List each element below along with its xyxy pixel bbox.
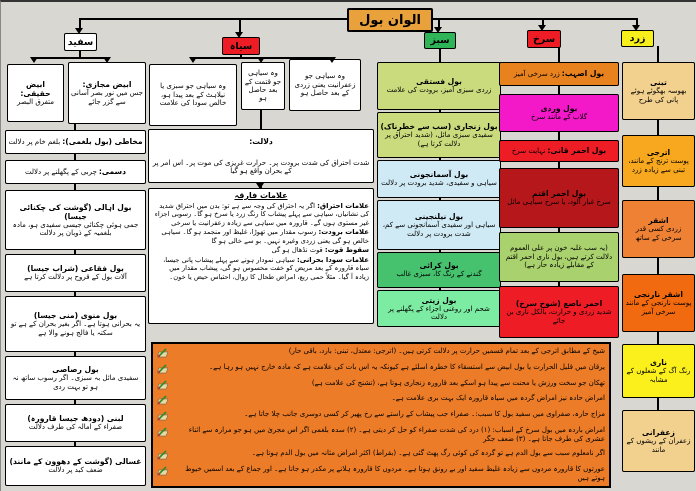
box-title: ابیض حقیقی: <box>20 79 51 98</box>
box-body: (یہ سب غلبہ خون پر علی العموم دلالت کرتے ہیں، بول ناری احمر اقتم کے مقابلے زیادہ حار ہے) <box>505 244 613 270</box>
arrow-down-icon <box>103 57 111 63</box>
quill-writing-icon <box>157 380 169 390</box>
box-utruji <box>622 135 695 187</box>
box-body: چربی کے پگھلنے پر دلالت <box>25 167 97 176</box>
box-title: لبنی (دودھ جیسا قارورہ) <box>27 414 124 424</box>
quill-writing-icon <box>157 364 169 374</box>
box-body: گندنے کے رنگ کا، سبزی غالب <box>396 270 482 279</box>
alamat-line <box>153 246 369 255</box>
note-row <box>157 449 605 460</box>
box-body: سیاہی و سفیدی، شدید برودت پر دلالت <box>381 179 497 188</box>
box-baul-kurrasi <box>377 252 501 288</box>
line-label: علامات سودا بحرانی: <box>296 255 369 264</box>
box-title: بول احمر قانی: <box>547 146 607 156</box>
box-dalalat <box>148 129 374 183</box>
box-baul-rasasi <box>5 356 146 400</box>
box-body: سفیدی سبزی مائل، (شدید احتراق پر دلالت کرتا ہے) <box>385 131 493 148</box>
line-text: قوت نڈھال ہو گی <box>271 245 323 254</box>
box-baul-nilanjini <box>377 200 501 250</box>
box-siyahi-sabzi <box>149 64 237 126</box>
box-title: بول آسمانجونی <box>409 170 469 180</box>
box-title: بول اصہب: <box>561 69 605 79</box>
line-text: اگر یہ احتراق کی وجہ سے ہے تو: بدن میں احتراق شدید کی نشانیاں، سیاہی سے پہلے پیشاب کا رنگ زرد یا سرخ ہو گا۔ رسوبی اجزاء غیر مستوی ہوں گے۔ قارورہ میں سیاہی سے زیادہ زعفرانیت یا سرخی <box>154 201 369 227</box>
quill-writing-icon <box>157 411 169 421</box>
line-text: رسوب مقدار میں تھوڑا، غلیظ اور منجمد ہو گا۔ سیاہی خالص ہو گی یعنی زردی وغیرہ نہیں۔ بو سے خالی ہو گا <box>161 227 369 245</box>
box-body: سرخ غبار آلود، یا سرخ سیاہی مائل <box>507 198 611 207</box>
box-body: جمی ہوئی چکنائی جیسی سفیدی ہو، مادہ بلغمیہ کے ذوبان پر دلالت <box>12 220 139 238</box>
box-abyaz-haqiqi <box>7 64 64 122</box>
box-body: سیاہی اور سفیدی آسمانجونی سے کم، شدت برودت پر دلالت <box>382 221 496 238</box>
box-title: بول کراثی <box>419 261 459 271</box>
box-baul-ahmar-qani <box>499 140 619 162</box>
box-title: تبنی <box>650 78 667 88</box>
box-body: ضعف کبد پر دلالت <box>48 466 103 475</box>
note-text: یرقان میں قلیل الحرارت یا بول ابیض سے استسقاء کا خطرہ اسلئے ہے کیونکہ یہ اس بات کی علامت ہے کہ مادہ خارج نہیں ہو رہا ہے۔ <box>209 362 605 371</box>
note-row <box>157 347 605 358</box>
drop-line-black <box>239 18 241 33</box>
box-body: شدید زردی و حرارت، بالکل ناری بن جائے <box>506 308 612 325</box>
box-body: پوست نارنجی کے مانند سرخی آمیز <box>625 299 692 316</box>
box-title: بول زیتی <box>421 295 457 305</box>
box-body: متفرق البصر <box>16 97 55 106</box>
box-body: صفراء کے امالہ کی طرف دلالت <box>28 423 123 432</box>
box-ashqar-naranji <box>622 274 695 332</box>
box-body: شحم اور روغنی اجزاء کے پگھلنے پر دلالت <box>388 304 490 322</box>
box-body: زرد سرخی آمیز <box>513 69 560 78</box>
quill-writing-icon <box>157 466 169 476</box>
box-abyaz-majazi <box>68 62 146 124</box>
box-title: اترجی <box>646 148 671 158</box>
box-baul-zinjari <box>377 112 501 158</box>
box-title: بول زنجاری (سب سے خطرناک) <box>380 122 498 132</box>
box-zafrani <box>622 410 695 472</box>
box-body: سفیدی مائل بہ سبزی۔ اگر رسوب ساتھ نہ ہو تو بہت ردی <box>12 374 139 391</box>
box-body: وہ سیاہی جو قتمت کے بعد حاصل ہو <box>244 69 282 103</box>
column-header-green: سبز <box>424 32 456 49</box>
box-ashqar <box>622 200 695 258</box>
box-title: احمر ناصع (شوخ سرخ) <box>515 299 603 309</box>
box-title: بول اہالی (گوشت کی چکنائی جیسا) <box>19 202 132 221</box>
box-title: بول فقاعی (شراب جیسا) <box>27 264 124 274</box>
box-baul-fustuqi <box>377 62 501 110</box>
note-text: تھکان جو سخت ورزش یا محنت سے پیدا ہو اسکے بعد قارورہ زنجاری ہوتا ہے، (تشنج کی علامت ہے) <box>311 378 605 387</box>
box-body: شدت احتراق کی شدت برودت پر۔ حرارت غریزی کی موت پر۔ اس امر پر کے بحران واقع ہو گیا <box>152 158 370 176</box>
box-body: نہایت سرخ <box>511 146 546 155</box>
box-title: مخاطی (بول بلغمی): <box>62 137 143 147</box>
alamat-line <box>153 256 369 281</box>
box-ahmar-nasay <box>499 286 619 338</box>
box-baul-manvi <box>5 296 146 352</box>
box-title: ناری <box>649 358 668 368</box>
line-label: سقوط قوت: <box>324 245 369 254</box>
note-row <box>157 363 605 374</box>
box-title: اشقر <box>648 216 669 226</box>
note-text: مزاج حارہ، صفراوی میں سفید بول کا سبب:۔ صفراء جب پیشاب کے راستے سے رخ پھیر کر کسی دوسری جانب چلا جاتا ہے۔ <box>244 410 605 419</box>
box-body: بھوسہ بھگوئے ہوئے پانی کی طرح <box>630 87 687 104</box>
note-text: عورتوں کا قارورہ مردوں سے زیادہ غلیظ سفید اور بے رونق ہوتا ہے۔ مردوں کا قارورہ ہلانے پر مکدر ہو جاتا ہے۔ اور جماع کے بعد اسمیں خیوط ہوتے ہیں <box>185 464 605 482</box>
box-body: آلات بول کے قروح پر دلالت کرتا ہے <box>24 273 127 282</box>
note-row <box>157 379 605 390</box>
box-body: یہ بحرانی ہوتا ہے۔ اگر بغیر بحران کے ہے تو سکتہ یا فالج ہونے والا ہے <box>10 320 141 337</box>
arrow-down-icon <box>189 57 197 63</box>
arrow-down-icon <box>328 57 336 63</box>
line-label: علامات احتراق: <box>317 201 369 210</box>
line-label: علامات برودت: <box>318 227 369 236</box>
quill-writing-icon <box>157 395 169 405</box>
column-header-white: سفید <box>64 33 97 51</box>
box-baul-fuqai <box>5 254 146 292</box>
alamat-line <box>153 228 369 245</box>
box-ghusali <box>5 446 146 486</box>
box-body: وہ سیاہی جو سبزی یا نیلاہٹ کے بعد پیدا ہو، خالص سودا کی علامت <box>159 82 227 108</box>
box-title: بول رصاصی <box>52 365 99 375</box>
box-title: غسالی (گوشت کے دھوون کے مانند) <box>9 457 142 467</box>
box-siyahi-zafraniyat <box>289 59 361 111</box>
box-baul-asmanjuni <box>377 160 501 198</box>
quill-writing-icon <box>157 450 169 460</box>
box-baul-wardi <box>499 94 619 132</box>
bottom-notes-panel <box>151 342 611 488</box>
note-text: اگر نامعلوم سبب سے بول الدم ہے تو گردہ کی کوئی رگ پھٹ گئی ہے۔ (بقراط) اکثر امراض مثانہ میں بول الدم ہوتا ہے۔ <box>251 448 605 457</box>
line-text: سیاہی نمودار ہونے سے پہلے پیشاب پانی جیسا، سیاہ قارورہ کے بعد مریض کو خفت محسوس ہو گی، پیشاب مقدار میں زیادہ آ گیا۔ مثلاً حمی ربع، امراض طحال کا زوال، احتباس حیض یا خون۔ <box>163 255 369 281</box>
box-body: رنگ آگ کے شعلوں کے مشابہ <box>626 367 691 384</box>
box-body: زعفران کے ریشوں کے مانند <box>626 437 691 454</box>
note-row <box>157 394 605 405</box>
box-body: جس میں نور بصر آسانی سے گزر جائے <box>71 89 143 106</box>
note-text: امراض باردہ میں بول سرخ کے اسباب: (۱) درد کی شدت صفراء کو حل کر دیتی ہے۔ (۲) سدہ بلغمی اگر اس مجریٰ میں ہو جو مرارہ سے اثناء عشری کی طرف جاتا ہے۔ (۳) ضعف جگر <box>188 425 605 444</box>
box-alamat-fariqa <box>148 188 374 324</box>
box-title: بول احمر اقتم <box>531 189 586 199</box>
box-body: بلغم خام پر دلالت <box>8 137 61 146</box>
box-mukhati <box>5 130 146 154</box>
white-split-bar <box>34 57 108 59</box>
box-title: اشقر نارنجی <box>634 290 683 300</box>
alamat-line <box>153 202 369 227</box>
box-body: زردی سبزی آمیز، برودت کی علامت <box>386 86 492 95</box>
box-baul-ahali <box>5 190 146 250</box>
box-naari <box>622 344 695 398</box>
box-title: علامات فارقہ <box>234 191 288 200</box>
box-body: وہ سیاہی جو زعفرانیت یعنی زردی کے بعد حاصل ہو <box>294 72 356 98</box>
column-header-yellow: زرد <box>621 30 654 47</box>
arrow-down-icon <box>256 183 264 189</box>
column-header-black: سیاہ <box>222 37 260 55</box>
box-title: بول وردی <box>540 104 578 114</box>
arrow-down-icon <box>30 57 38 63</box>
note-text: امراض حادہ نیز امراض گردہ میں سیاہ قارورہ ایک بہت بری علامت ہے۔ <box>391 394 605 403</box>
box-body: پوست ترنج کے مانند، تبنی سے زیادہ زرد <box>628 157 689 174</box>
box-baul-ashab <box>499 62 619 86</box>
quill-writing-icon <box>157 427 169 437</box>
box-title: بول منوی (منی جیسا) <box>33 311 118 321</box>
box-title: دسمی: <box>98 167 126 177</box>
box-title: دلالت: <box>249 136 273 146</box>
box-body: زردی کسی قدر سرخی کے ساتھ <box>635 225 682 242</box>
box-body: گلاب کے مانند سرخ <box>530 113 588 122</box>
box-baul-zaiti <box>377 290 501 327</box>
box-title: زعفرانی <box>642 428 675 438</box>
box-red-note <box>499 232 619 282</box>
page-title: الوان بول <box>347 8 433 32</box>
box-labani <box>5 404 146 442</box>
quill-writing-icon <box>157 348 169 358</box>
box-baul-ahmar-aqtam <box>499 168 619 228</box>
note-row <box>157 410 605 421</box>
note-row <box>157 426 605 444</box>
arrow-down-icon <box>257 57 265 63</box>
box-title: بول نیلنجینی <box>414 212 464 222</box>
box-tibni <box>622 62 695 120</box>
column-header-red: سرخ <box>527 30 561 48</box>
box-siyahi-qatamat <box>241 62 285 110</box>
note-text: شیخ کے مطابق اترجی کے بعد تمام قسمیں حرارت پر دلالت کرتی ہیں۔ (اترجی: معتدل، تبنی: بارد، باقی حار) <box>288 347 605 355</box>
box-title: بول فستقی <box>416 77 462 87</box>
box-title: ابیض مجازی: <box>82 80 132 90</box>
box-dasmi <box>5 160 146 184</box>
note-row <box>157 465 605 483</box>
